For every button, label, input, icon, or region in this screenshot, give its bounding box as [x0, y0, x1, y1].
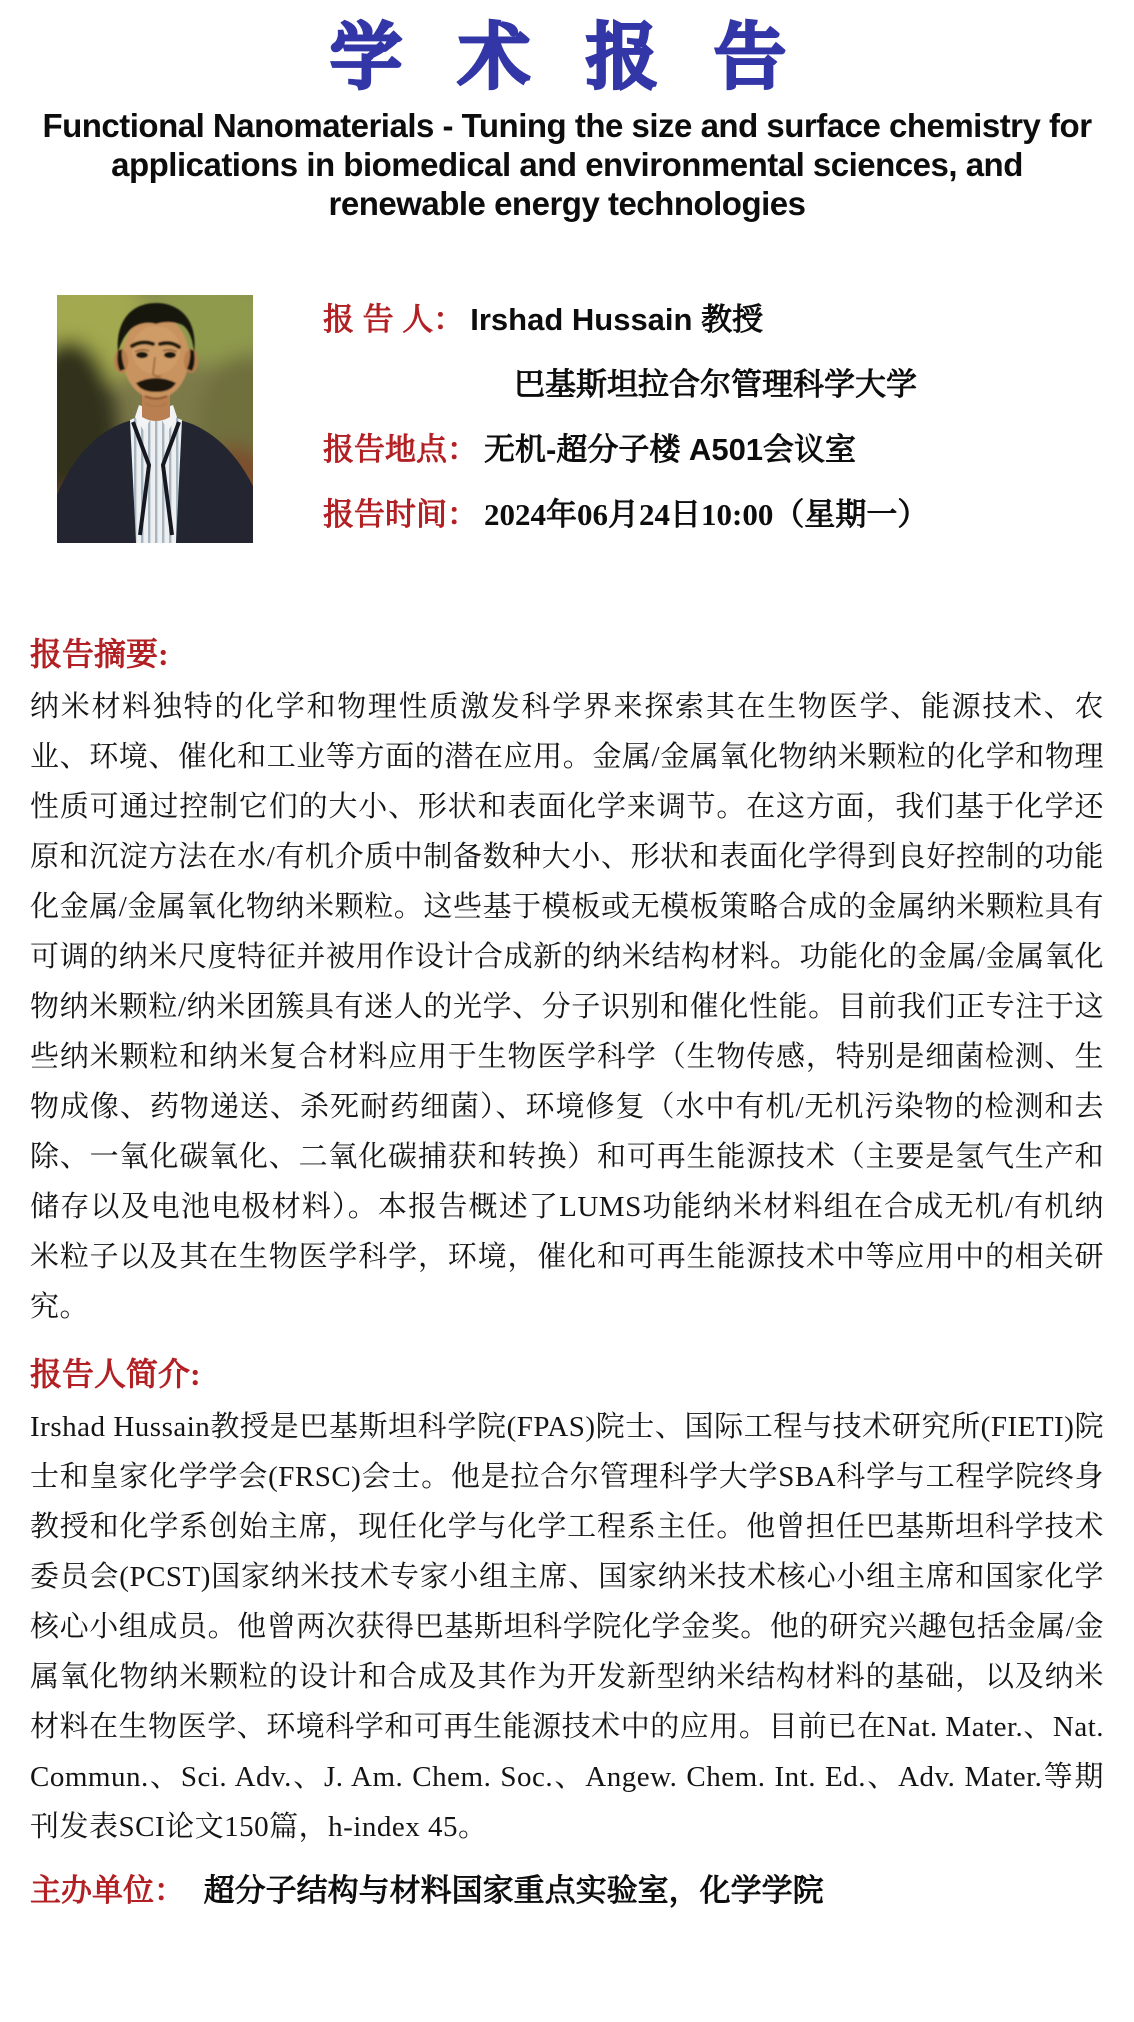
- host-label: 主办单位：: [30, 1873, 185, 1908]
- venue-value: 无机-超分子楼 A501会议室: [484, 432, 857, 467]
- host-value: 超分子结构与材料国家重点实验室，化学学院: [203, 1873, 824, 1908]
- speaker-name-row: [323, 300, 928, 340]
- speaker-label: 报 告 人：: [323, 302, 465, 337]
- time-row: [323, 495, 928, 535]
- speaker-block: [30, 295, 1104, 560]
- title-en-line-2: applications in biomedical and environmental sciences, and: [111, 146, 1023, 183]
- speaker-photo-illustration: [57, 295, 253, 543]
- speaker-photo: [57, 295, 253, 543]
- page-title-english: [30, 106, 1104, 223]
- venue-label: 报告地点：: [323, 432, 478, 467]
- title-en-line-1: Functional Nanomaterials - Tuning the size and surface chemistry for: [42, 107, 1092, 144]
- abstract-heading: 报告摘要:: [30, 636, 169, 672]
- host-row: [30, 1870, 1104, 1912]
- time-label: 报告时间：: [323, 497, 478, 532]
- speaker-name: Irshad Hussain 教授: [470, 302, 764, 337]
- bio-body: Irshad Hussain教授是巴基斯坦科学院(FPAS)院士、国际工程与技术研究所(FIETI)院士和皇家化学学会(FRSC)会士。他是拉合尔管理科学大学SBA科学与工程学院终身教授和化学系创始主席，现任化学与化学工程系主任。他曾担任巴基斯坦科学技术委员会(PCST)国家纳米技术专家小组主席、国家纳米技术核心小组主席和国家化学核心小组成员。他曾两次获得巴基斯坦科学院化学金奖。他的研究兴趣包括金属/金属氧化物纳米颗粒的设计和合成及其作为开发新型纳米结构材料的基础，以及纳米材料在生物医学、环境科学和可再生能源技术中的应用。目前已在Nat. Mater.、Nat. Commun.、Sci. Adv.、J. Am. Chem. Soc.、Angew. Chem. Int. Ed.、Adv. Mater.等期刊发表SCI论文150篇，h-index 45。: [30, 1411, 1104, 1843]
- speaker-affiliation: 巴基斯坦拉合尔管理科学大学: [514, 367, 917, 402]
- speaker-info: [323, 295, 928, 560]
- venue-row: [323, 430, 928, 470]
- title-en-line-3: renewable energy technologies: [328, 185, 806, 222]
- page-title-chinese: 学 术 报 告: [329, 18, 804, 98]
- speaker-affiliation-row: [323, 365, 928, 405]
- bio-heading: 报告人简介:: [30, 1356, 201, 1392]
- abstract-body: 纳米材料独特的化学和物理性质激发科学界来探索其在生物医学、能源技术、农业、环境、催化和工业等方面的潜在应用。金属/金属氧化物纳米颗粒的化学和物理性质可通过控制它们的大小、形状和表面化学来调节。在这方面，我们基于化学还原和沉淀方法在水/有机介质中制备数种大小、形状和表面化学得到良好控制的功能化金属/金属氧化物纳米颗粒。这些基于模板或无模板策略合成的金属纳米颗粒具有可调的纳米尺度特征并被用作设计合成新的纳米结构材料。功能化的金属/金属氧化物纳米颗粒/纳米团簇具有迷人的光学、分子识别和催化性能。目前我们正专注于这些纳米颗粒和纳米复合材料应用于生物医学科学（生物传感，特别是细菌检测、生物成像、药物递送、杀死耐药细菌）、环境修复（水中有机/无机污染物的检测和去除、一氧化碳氧化、二氧化碳捕获和转换）和可再生能源技术（主要是氢气生产和储存以及电池电极材料）。本报告概述了LUMS功能纳米材料组在合成无机/有机纳米粒子以及其在生物医学科学，环境，催化和可再生能源技术中等应用中的相关研究。: [30, 691, 1104, 1323]
- time-value: 2024年06月24日10:00（星期一）: [484, 497, 929, 532]
